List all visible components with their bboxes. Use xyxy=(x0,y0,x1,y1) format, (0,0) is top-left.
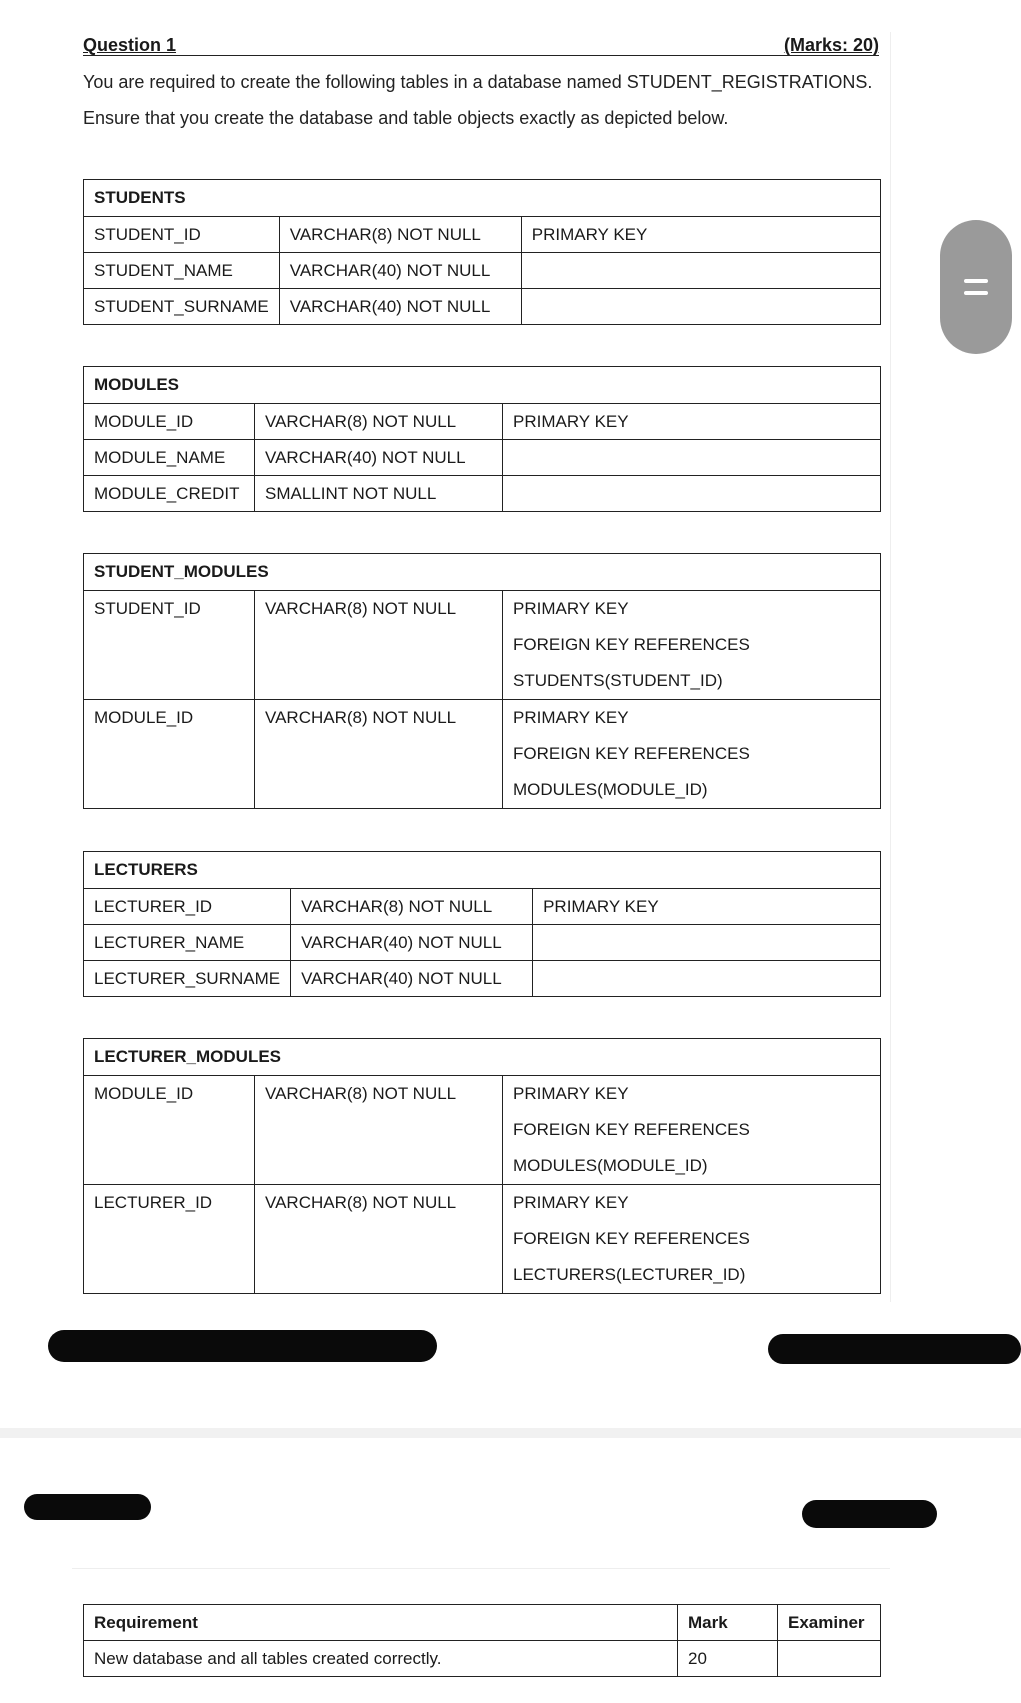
question-title: Question 1 xyxy=(83,35,177,55)
column-name: LECTURER_SURNAME xyxy=(84,961,291,997)
redaction-mark xyxy=(768,1334,1021,1364)
column-name: STUDENT_SURNAME xyxy=(84,289,280,325)
table-row xyxy=(84,476,881,512)
column-type: VARCHAR(40) NOT NULL xyxy=(291,961,533,997)
constraint-line: STUDENTS(STUDENT_ID) xyxy=(513,671,723,690)
column-name: LECTURER_ID xyxy=(84,889,291,925)
column-type: VARCHAR(40) NOT NULL xyxy=(279,253,521,289)
constraint-line: PRIMARY KEY xyxy=(513,1084,629,1103)
handle-line xyxy=(964,291,988,295)
table-row xyxy=(84,404,881,440)
rubric-mark: 20 xyxy=(678,1641,778,1677)
column-name: MODULE_NAME xyxy=(84,440,255,476)
constraint-line: LECTURERS(LECTURER_ID) xyxy=(513,1265,746,1284)
constraint-line: MODULES(MODULE_ID) xyxy=(513,1156,708,1175)
column-type: VARCHAR(8) NOT NULL xyxy=(255,1076,503,1185)
column-constraints xyxy=(503,591,881,700)
column-name: STUDENT_ID xyxy=(84,591,255,700)
table-name: STUDENTS xyxy=(84,180,881,217)
column-constraints xyxy=(503,1076,881,1185)
column-name: STUDENT_ID xyxy=(84,217,280,253)
column-constraint xyxy=(521,253,880,289)
column-constraint: PRIMARY KEY xyxy=(521,217,880,253)
constraint-line: PRIMARY KEY xyxy=(513,708,629,727)
column-constraint xyxy=(533,961,881,997)
table-students xyxy=(83,179,881,325)
rubric-requirement: New database and all tables created correctly. xyxy=(84,1641,678,1677)
table-row xyxy=(84,925,881,961)
table-row xyxy=(84,1185,881,1294)
table-row xyxy=(84,217,881,253)
table-row xyxy=(84,1076,881,1185)
column-constraint: PRIMARY KEY xyxy=(503,404,881,440)
question-marks: (Marks: 20) xyxy=(783,35,879,55)
rubric-header-requirement: Requirement xyxy=(84,1605,678,1641)
column-type: VARCHAR(8) NOT NULL xyxy=(255,591,503,700)
intro-line-1: You are required to create the following tables in a database named STUDENT_REGISTRATIONS. xyxy=(83,72,873,92)
table-row xyxy=(84,1641,881,1677)
table-row xyxy=(84,889,881,925)
redaction-mark xyxy=(802,1500,937,1528)
column-type: VARCHAR(8) NOT NULL xyxy=(255,404,503,440)
table-lecturers xyxy=(83,851,881,997)
table-modules xyxy=(83,366,881,512)
table-name: LECTURERS xyxy=(84,852,881,889)
constraint-line: FOREIGN KEY REFERENCES xyxy=(513,635,750,654)
table-row xyxy=(84,700,881,809)
rubric-header-row xyxy=(84,1605,881,1641)
redaction-mark xyxy=(24,1494,151,1520)
redaction-mark xyxy=(48,1330,437,1362)
table-name: LECTURER_MODULES xyxy=(84,1039,881,1076)
table-row xyxy=(84,961,881,997)
table-row xyxy=(84,289,881,325)
table-lecturer-modules xyxy=(83,1038,881,1294)
table-row xyxy=(84,253,881,289)
column-type: SMALLINT NOT NULL xyxy=(255,476,503,512)
table-student-modules xyxy=(83,553,881,809)
rubric-examiner xyxy=(778,1641,881,1677)
column-type: VARCHAR(40) NOT NULL xyxy=(291,925,533,961)
constraint-line: PRIMARY KEY xyxy=(513,599,629,618)
column-type: VARCHAR(40) NOT NULL xyxy=(255,440,503,476)
rubric-table xyxy=(83,1604,881,1677)
column-constraint xyxy=(521,289,880,325)
column-name: MODULE_ID xyxy=(84,700,255,809)
column-constraint xyxy=(533,925,881,961)
column-name: MODULE_ID xyxy=(84,404,255,440)
column-name: MODULE_ID xyxy=(84,1076,255,1185)
constraint-line: FOREIGN KEY REFERENCES xyxy=(513,1229,750,1248)
column-type: VARCHAR(40) NOT NULL xyxy=(279,289,521,325)
intro-line-2: Ensure that you create the database and table objects exactly as depicted below. xyxy=(83,108,729,128)
question-header xyxy=(83,35,879,56)
handle-line xyxy=(964,279,988,283)
column-type: VARCHAR(8) NOT NULL xyxy=(255,700,503,809)
column-type: VARCHAR(8) NOT NULL xyxy=(291,889,533,925)
column-constraint xyxy=(503,440,881,476)
column-constraints xyxy=(503,1185,881,1294)
drag-handle-icon[interactable] xyxy=(940,220,1012,354)
constraint-line: PRIMARY KEY xyxy=(513,1193,629,1212)
table-row xyxy=(84,591,881,700)
rubric-header-mark: Mark xyxy=(678,1605,778,1641)
page-gap xyxy=(0,1428,1021,1438)
column-name: STUDENT_NAME xyxy=(84,253,280,289)
column-type: VARCHAR(8) NOT NULL xyxy=(255,1185,503,1294)
column-constraint: PRIMARY KEY xyxy=(533,889,881,925)
table-name: STUDENT_MODULES xyxy=(84,554,881,591)
constraint-line: FOREIGN KEY REFERENCES xyxy=(513,744,750,763)
table-row xyxy=(84,440,881,476)
rubric-header-examiner: Examiner xyxy=(778,1605,881,1641)
constraint-line: FOREIGN KEY REFERENCES xyxy=(513,1120,750,1139)
column-name: LECTURER_NAME xyxy=(84,925,291,961)
column-type: VARCHAR(8) NOT NULL xyxy=(279,217,521,253)
column-name: LECTURER_ID xyxy=(84,1185,255,1294)
table-name: MODULES xyxy=(84,367,881,404)
constraint-line: MODULES(MODULE_ID) xyxy=(513,780,708,799)
column-constraints xyxy=(503,700,881,809)
column-constraint xyxy=(503,476,881,512)
column-name: MODULE_CREDIT xyxy=(84,476,255,512)
